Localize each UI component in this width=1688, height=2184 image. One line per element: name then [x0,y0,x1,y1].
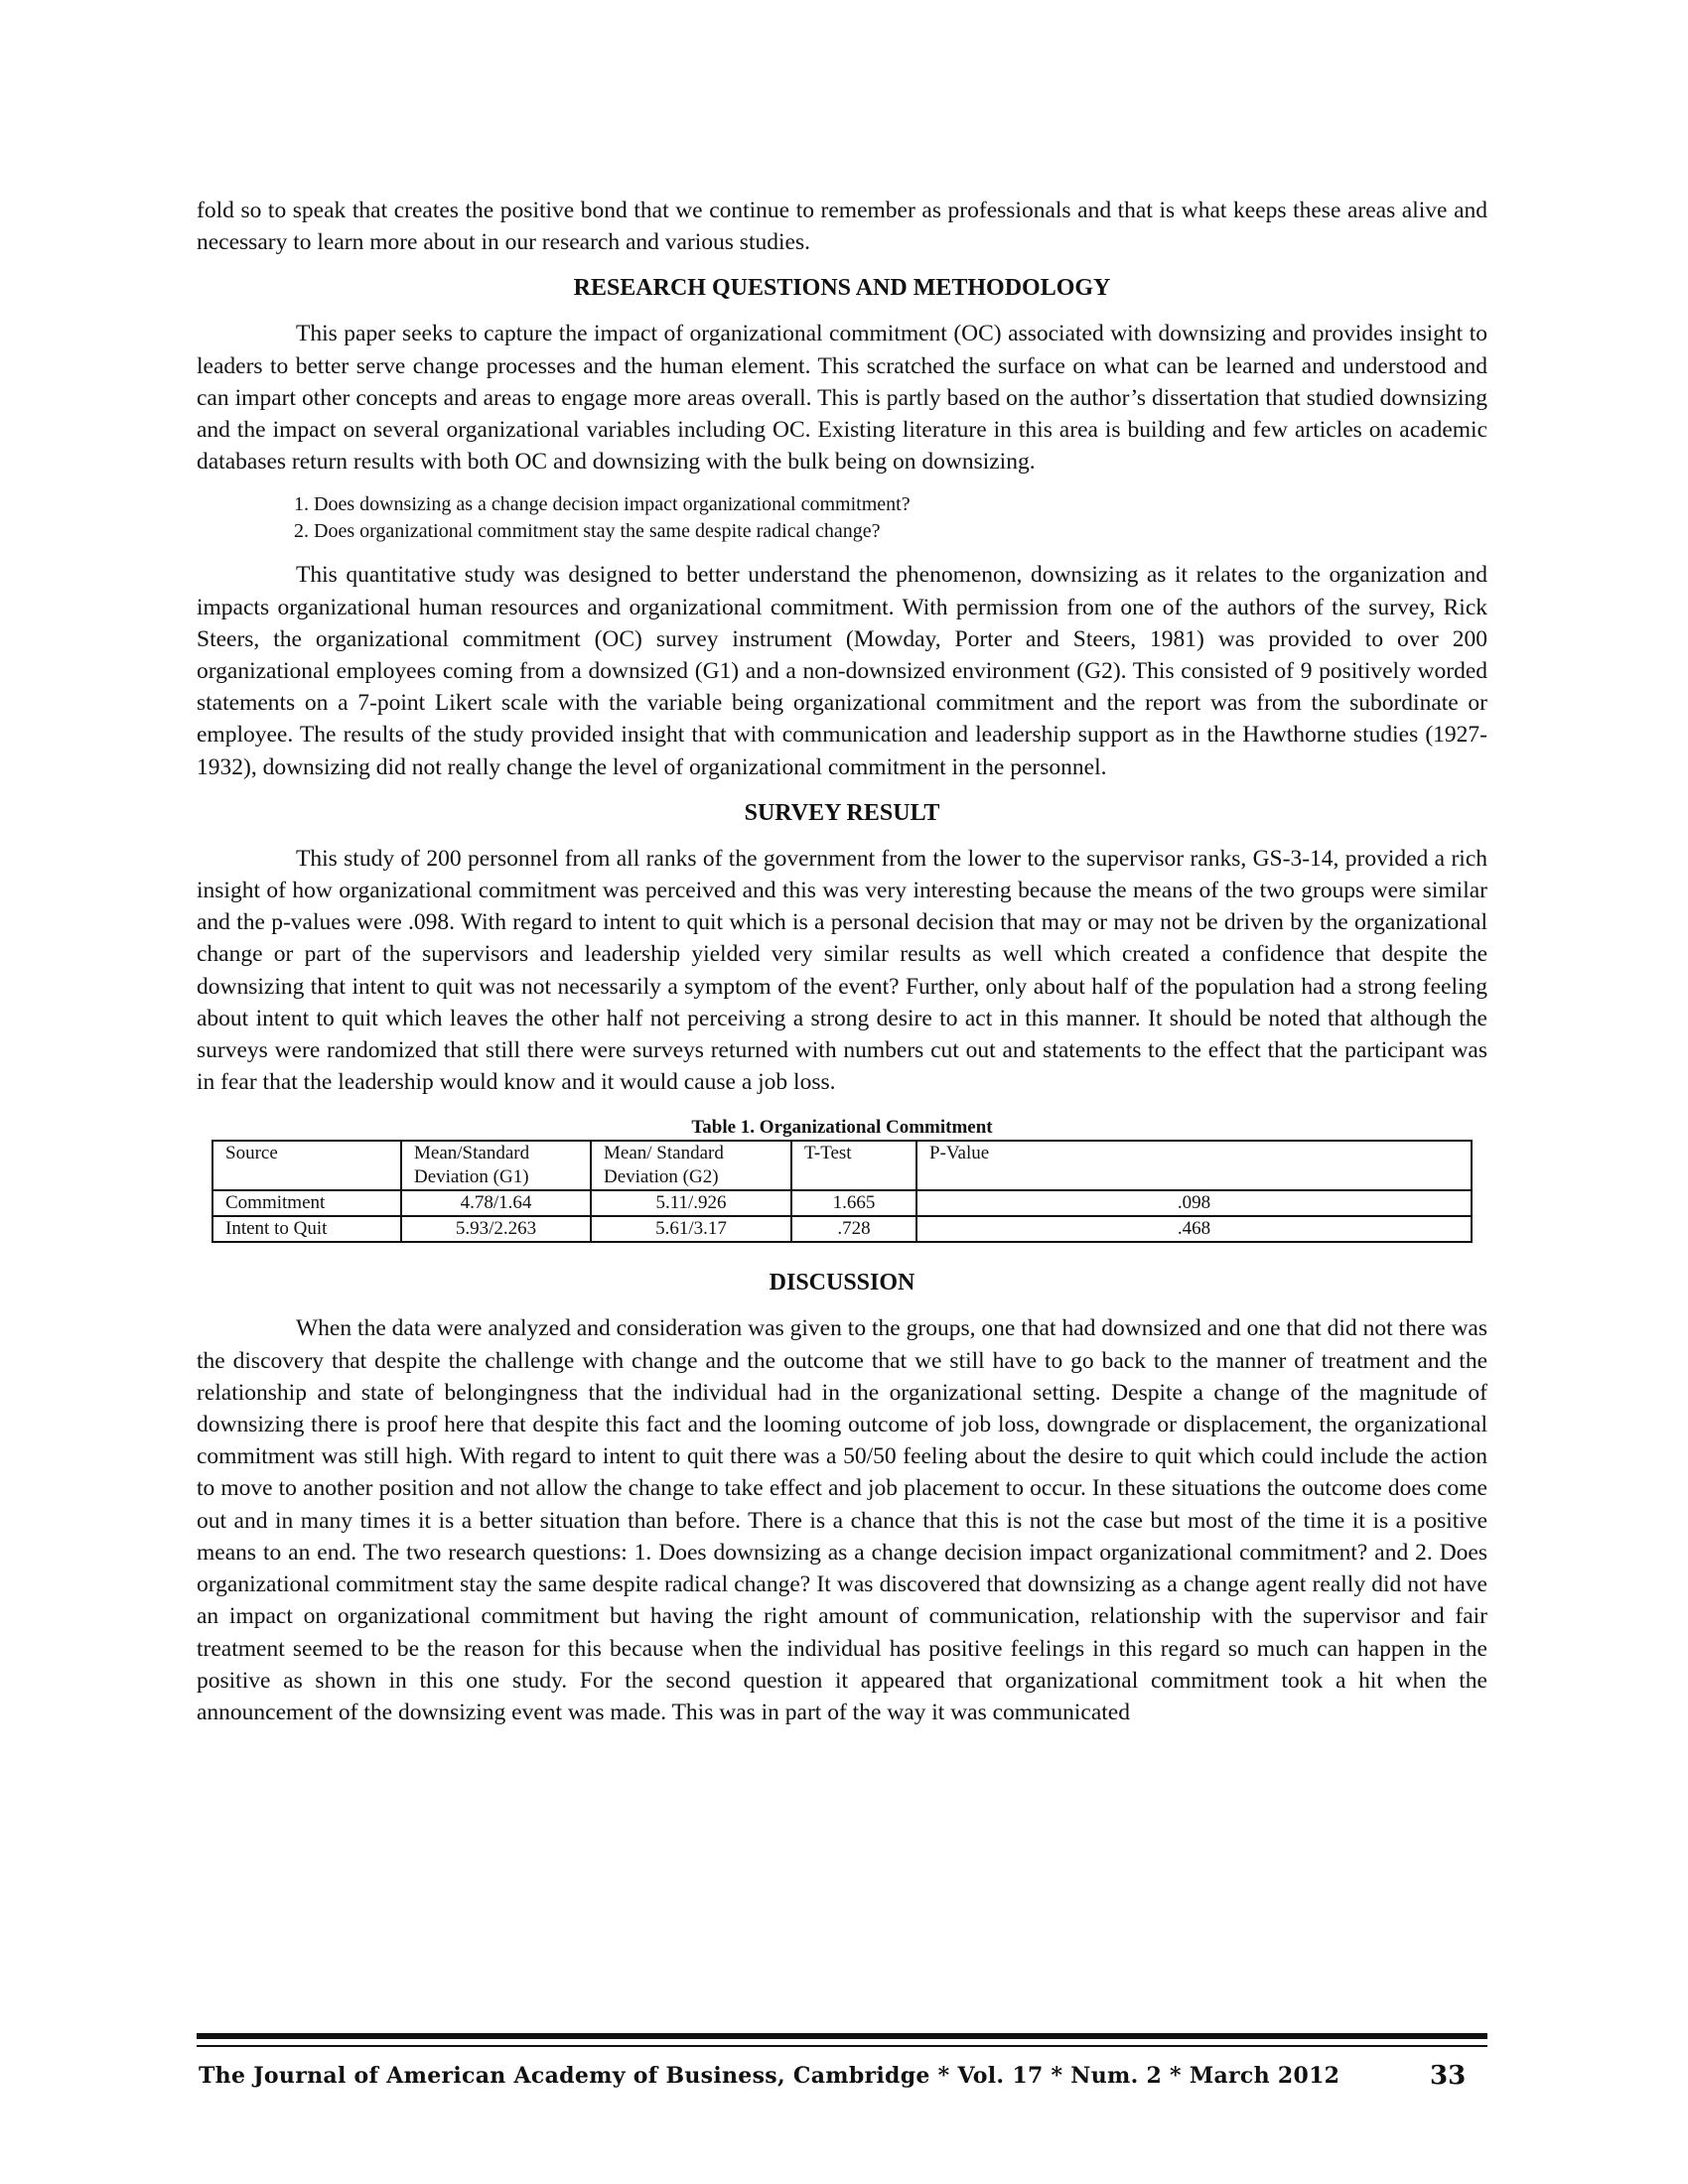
heading-research-questions: RESEARCH QUESTIONS AND METHODOLOGY [573,275,1111,302]
table-cell: .728 [791,1216,916,1242]
table-row [212,1216,1472,1242]
paragraph-methodology: This quantitative study was designed to better understand the phenomenon, downsizing as it relates to the organization and impacts organizational human resources and organizational commitment. With permission from one of the authors of the survey, Rick Steers, the organizational commitment (OC) survey instrument (Mowday, Porter and Steers, 1981) was provided to over 200 organizational employees coming from a downsized (G1) and a non-downsized environment (G2). This consisted of 9 positively worded statements on a 7-point Likert scale with the variable being organizational commitment and the report was from the subordinate or employee. The results of the study provided insight that with communication and leadership support as in the Hawthorne studies (1927-1932), downsizing did not really change the level of organizational commitment in the personnel. [197,562,1487,780]
table-cell: 1.665 [791,1190,916,1216]
table-header-cell: T-Test [791,1141,916,1190]
table-header-cell: P-Value [916,1141,1472,1190]
footer-rule [197,2033,1487,2039]
table-header-row [212,1141,1472,1190]
page-number: 33 [1430,2061,1467,2091]
table-header-cell: Mean/ Standard Deviation (G2) [591,1141,791,1190]
table-cell: Intent to Quit [212,1216,401,1242]
table-header-cell: Mean/Standard Deviation (G1) [401,1141,591,1190]
journal-footer: The Journal of American Academy of Business, Cambridge * Vol. 17 * Num. 2 * March 2012 [199,2063,1340,2089]
table-cell: Commitment [212,1190,401,1216]
paragraph-research-intro: This paper seeks to capture the impact of organizational commitment (OC) associated with downsizing and provides insight to leaders to better serve change processes and the human element. This scratched the surface on what can be learned and understood and can impart other concepts and areas to engage more areas overall. This is partly based on the author’s dissertation that studied downsizing and the impact on several organizational variables including OC. Existing literature in this area is building and few articles on academic databases return results with both OC and downsizing with the bulk being on downsizing. [197,321,1487,476]
heading-survey-result: SURVEY RESULT [744,799,940,826]
table-cell: 5.11/.926 [591,1190,791,1216]
table-row [212,1190,1472,1216]
table-cell: 5.93/2.263 [401,1216,591,1242]
research-questions-list [197,491,1487,545]
research-question-1: 1. Does downsizing as a change decision impact organizational commitment? [294,493,911,516]
paragraph-continuation: fold so to speak that creates the positive bond that we continue to remember as professionals and that is what keeps these areas alive and necessary to learn more about in our research and various studies. [197,198,1487,256]
organizational-commitment-table [211,1140,1473,1243]
page-body [197,195,1487,1728]
table-cell: .098 [916,1190,1472,1216]
research-question-2: 2. Does organizational commitment stay the same despite radical change? [294,520,881,543]
footer-rule-thin [197,2045,1487,2047]
table-header-cell: Source [212,1141,401,1190]
table-cell: 4.78/1.64 [401,1190,591,1216]
table-caption: Table 1. Organizational Commitment [691,1117,993,1139]
paragraph-discussion: When the data were analyzed and consideration was given to the groups, one that had downsized and one that did not there was the discovery that despite the challenge with change and the outcome that we still have to go back to the manner of treatment and the relationship and state of belongingness that the individual had in the organizational setting. Despite a change of the magnitude of downsizing there is proof here that despite this fact and the looming outcome of job loss, downgrade or displacement, the organizational commitment was still high. With regard to intent to quit there was a 50/50 feeling about the desire to quit which could include the action to move to another position and not allow the change to take effect and job placement to occur. In these situations the outcome does come out and in many times it is a better situation than before. There is a chance that this is not the case but most of the time it is a positive means to an end. The two research questions: 1. Does downsizing as a change decision impact organizational commitment? and 2. Does organizational commitment stay the same despite radical change? It was discovered that downsizing as a change agent really did not have an impact on organizational commitment but having the right amount of communication, relationship with the supervisor and fair treatment seemed to be the reason for this because when the individual has positive feelings in this regard so much can happen in the positive as shown in this one study. For the second question it appeared that organizational commitment took a hit when the announcement of the downsizing event was made. This was in part of the way it was communicated [197,1315,1487,1725]
table-cell: 5.61/3.17 [591,1216,791,1242]
paragraph-survey-result: This study of 200 personnel from all ranks of the government from the lower to the supervisor ranks, GS-3-14, provided a rich insight of how organizational commitment was perceived and this was very interesting because the means of the two groups were similar and the p-values were .098. With regard to intent to quit which is a personal decision that may or may not be driven by the organizational change or part of the supervisors and leadership yielded very similar results as well which created a confidence that despite the downsizing that intent to quit was not necessarily a symptom of the event? Further, only about half of the population had a strong feeling about intent to quit which leaves the other half not perceiving a strong desire to act in this manner. It should be noted that although the surveys were randomized that still there were surveys returned with numbers cut out and statements to the effect that the participant was in fear that the leadership would know and it would cause a job loss. [197,845,1487,1096]
heading-discussion: DISCUSSION [769,1270,915,1297]
table-cell: .468 [916,1216,1472,1242]
